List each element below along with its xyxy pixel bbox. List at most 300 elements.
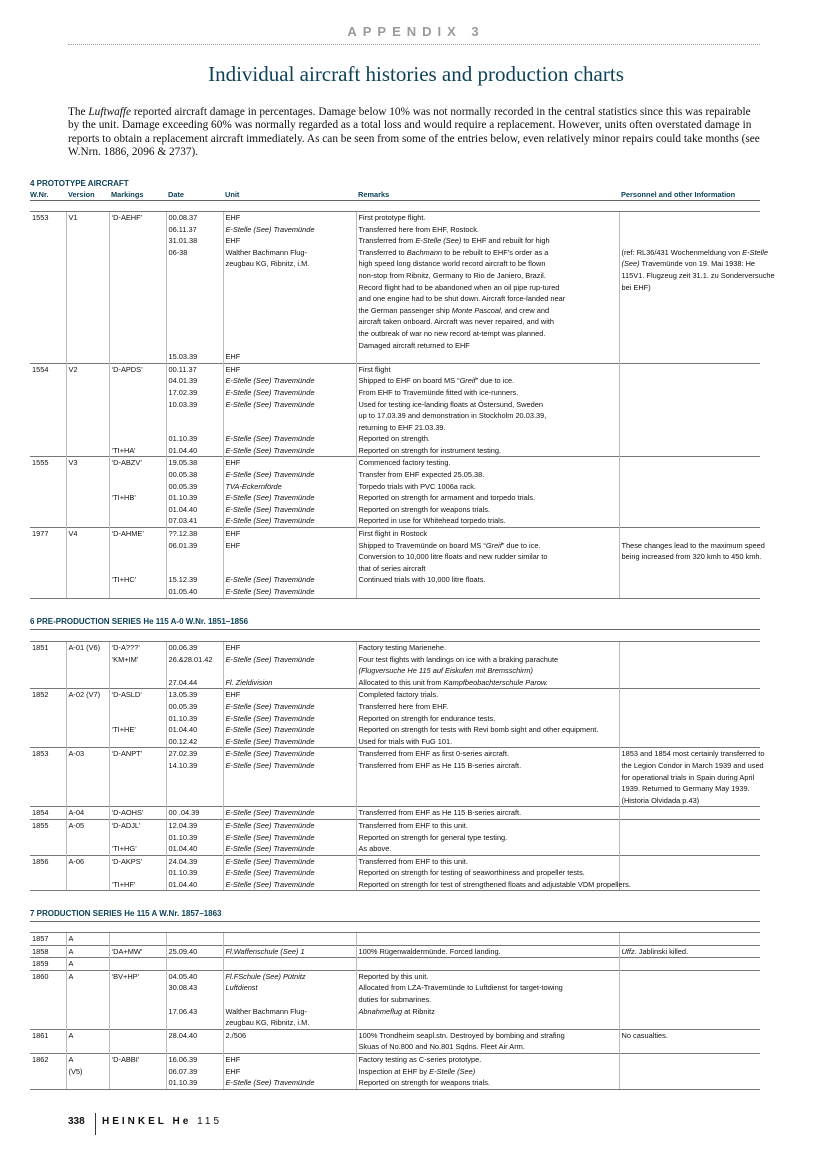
date-cell — [166, 1053, 223, 1089]
cell-line — [32, 843, 66, 855]
cell-line — [112, 586, 166, 598]
cell-line: 1554 — [32, 364, 49, 374]
records-grid — [30, 641, 765, 891]
col-header-unit: Unit — [225, 190, 240, 199]
cell-line — [226, 293, 356, 305]
cell-line: 24.04.39 — [168, 856, 198, 866]
cell-line: 01.04.40 — [168, 445, 198, 455]
cell-line — [69, 422, 109, 434]
cell-line — [359, 1017, 619, 1029]
cell-line: (Flugversuche He 115 auf Eiskufen mit Bremsschirm) — [358, 666, 533, 676]
cell-line: 100% Trondheim seapl.stn. Destroyed by bombing and strafing — [358, 1030, 565, 1040]
cell-line — [69, 867, 109, 879]
cell-line: 00.05.39 — [168, 701, 198, 711]
cell-line: A-05 — [68, 820, 85, 830]
date-cell — [166, 457, 223, 528]
date-cell — [166, 819, 223, 855]
unit-cell — [223, 958, 356, 971]
date-cell — [166, 748, 223, 807]
cell-line — [112, 982, 166, 994]
cell-line — [112, 1017, 166, 1029]
footer-divider — [95, 1113, 96, 1135]
cell-line: E-Stelle (See) Travemünde — [225, 376, 315, 386]
cell-line — [226, 994, 356, 1006]
cell-line: bei EHF) — [621, 282, 651, 292]
wnr-cell — [30, 1053, 66, 1089]
cell-line — [622, 586, 761, 598]
cell-line — [112, 247, 166, 259]
cell-line: (V5) — [68, 1066, 83, 1076]
cell-line: E-Stelle (See) Travemünde — [225, 516, 315, 526]
cell-line — [169, 328, 223, 340]
cell-line — [32, 492, 66, 504]
personnel-cell — [619, 945, 760, 958]
cell-line: ‘D-ASLD’ — [111, 690, 142, 700]
cell-line — [112, 713, 166, 725]
cell-line — [32, 258, 66, 270]
cell-line — [622, 224, 761, 236]
cell-line — [32, 1041, 66, 1053]
table-row — [30, 970, 760, 1029]
cell-line — [169, 551, 223, 563]
cell-line: ‘TI+HB’ — [111, 493, 136, 503]
markings-cell — [109, 363, 166, 457]
remarks-cell — [356, 1029, 619, 1053]
cell-line — [69, 736, 109, 748]
personnel-cell — [619, 958, 760, 971]
cell-line — [69, 410, 109, 422]
cell-line: ‘D-ABZV’ — [111, 458, 142, 468]
cell-line — [69, 654, 109, 666]
remarks-cell — [356, 642, 619, 689]
cell-line: EHF — [225, 690, 241, 700]
cell-line — [622, 212, 761, 224]
cell-line: E-Stelle (See) Travemünde — [225, 868, 315, 878]
cell-line — [169, 1017, 223, 1029]
cell-line — [622, 724, 761, 736]
cell-line: From EHF to Travemünde fitted with ice-runners. — [358, 387, 519, 397]
cell-line: Reported on strength for tests with Revi bomb sight and other equipment. — [358, 725, 599, 735]
cell-line — [112, 258, 166, 270]
unit-cell — [223, 689, 356, 748]
cell-line: ‘D-A???’ — [111, 643, 140, 652]
cell-line: 00.08.37 — [168, 213, 198, 222]
cell-line: E-Stelle (See) Travemünde — [225, 879, 315, 889]
cell-line: ‘TI+HF’ — [111, 879, 136, 889]
cell-line: 00.11.37 — [168, 364, 197, 374]
cell-line — [112, 433, 166, 445]
date-cell — [166, 212, 223, 364]
cell-line: and one engine had to be shut down. Aircraft force-landed near — [358, 294, 566, 304]
cell-line: Fl.Waffenschule (See) 1 — [225, 946, 305, 956]
cell-line — [69, 843, 109, 855]
version-cell — [66, 748, 109, 807]
cell-line: A — [68, 959, 74, 969]
version-cell — [66, 970, 109, 1029]
cell-line — [169, 282, 223, 294]
cell-line: Allocated from LZA-Travemünde to Luftdienst for target-towing — [358, 983, 563, 993]
cell-line: Shipped to Travemünde on board MS “Greif” due to ice. — [358, 540, 541, 550]
cell-line: high speed long distance world record aircraft to be flown — [358, 259, 546, 269]
markings-cell — [109, 807, 166, 820]
table-row — [30, 642, 760, 689]
cell-line — [622, 820, 761, 832]
cell-line: Reported on strength for general type testing. — [358, 832, 508, 842]
cell-line: Completed factory trials. — [358, 690, 439, 700]
cell-line — [69, 1077, 109, 1089]
cell-line — [112, 994, 166, 1006]
cell-line: 1862 — [32, 1054, 49, 1064]
cell-line: EHF — [225, 529, 241, 539]
cell-line: TVA-Eckernförde — [225, 481, 282, 491]
cell-line: 26.&28.01.42 — [168, 654, 213, 664]
cell-line: 06-38 — [168, 247, 188, 257]
cell-line: Walther Bachmann Flug- — [225, 247, 307, 257]
cell-line: 00 .04.39 — [168, 808, 200, 818]
cell-line: 01.10.39 — [168, 868, 198, 878]
cell-line: 00.05.38 — [168, 470, 198, 480]
version-cell — [66, 1053, 109, 1089]
cell-line — [32, 795, 66, 807]
cell-line — [69, 235, 109, 247]
markings-cell — [109, 933, 166, 946]
cell-line — [69, 492, 109, 504]
wnr-cell — [30, 748, 66, 807]
dotted-divider — [68, 44, 760, 45]
cell-line: Reported on strength for weapons trials. — [358, 1078, 490, 1088]
section-prototype — [30, 179, 775, 599]
cell-line: E-Stelle (See) Travemünde — [225, 808, 315, 818]
intro-text: Luftwaffe — [88, 106, 132, 118]
cell-line — [622, 736, 761, 748]
remarks-cell — [356, 528, 619, 599]
cell-line — [226, 340, 356, 352]
intro-text: The — [68, 106, 89, 118]
cell-line — [622, 528, 761, 540]
cell-line — [69, 783, 109, 795]
cell-line — [32, 481, 66, 493]
cell-line: 100% Rügenwaldermünde. Forced landing. — [358, 946, 501, 956]
cell-line — [69, 563, 109, 575]
cell-line — [112, 235, 166, 247]
cell-line — [112, 563, 166, 575]
remarks-cell — [356, 970, 619, 1029]
table-row — [30, 933, 760, 946]
intro-text: reported aircraft damage in percentages. Damage below 10% was not normally recorded in the central statistics since this was repairable by the unit. Damage exceeding 60% was normally regarded as a total loss and would require a replacement. However, units often overstated damage in reports to obtain a replacement aircraft immediately. As can be seen from some of the entries below, even relatively minor repairs could take months (see W.Nrn. 1886, 2096 & 2737). — [68, 106, 760, 159]
table-row — [30, 1053, 760, 1089]
cell-line — [32, 1017, 66, 1029]
cell-line: ‘D-ANPT’ — [111, 749, 143, 759]
wnr-cell — [30, 528, 66, 599]
personnel-cell — [619, 689, 760, 748]
cell-line — [69, 665, 109, 677]
table-row — [30, 212, 760, 364]
cell-line — [112, 282, 166, 294]
cell-line: zeugbau KG, Ribnitz, i.M. — [225, 1018, 310, 1028]
cell-line: returning to EHF 21.03.39. — [358, 422, 446, 432]
cell-line: 17.02.39 — [168, 387, 198, 397]
cell-line: Transferred from EHF as first 0-series aircraft. — [358, 749, 509, 759]
cell-line: Transfer from EHF expected 25.05.38. — [358, 470, 485, 480]
cell-line — [622, 351, 761, 363]
cell-line — [169, 340, 223, 352]
cell-line: 30.08.43 — [168, 983, 198, 993]
cell-line — [69, 328, 109, 340]
cell-line — [359, 958, 619, 970]
markings-cell — [109, 945, 166, 958]
cell-line: 2./506 — [225, 1030, 247, 1040]
cell-line — [69, 445, 109, 457]
remarks-cell — [356, 1053, 619, 1089]
cell-line: ‘D-AEHF’ — [111, 213, 143, 222]
remarks-cell — [356, 807, 619, 820]
cell-line: EHF — [225, 540, 241, 550]
cell-line — [32, 867, 66, 879]
cell-line — [69, 515, 109, 527]
cell-line — [226, 551, 356, 563]
cell-line — [359, 933, 619, 945]
personnel-cell — [619, 1053, 760, 1089]
cell-line: ‘TI+HE’ — [111, 725, 136, 735]
markings-cell — [109, 958, 166, 971]
personnel-cell — [619, 1029, 760, 1053]
cell-line — [32, 832, 66, 844]
cell-line — [32, 677, 66, 689]
cell-line — [69, 433, 109, 445]
cell-line: 06.07.39 — [168, 1066, 198, 1076]
unit-cell — [223, 457, 356, 528]
version-cell — [66, 807, 109, 820]
cell-line: These changes lead to the maximum speed — [621, 540, 765, 550]
cell-line — [112, 665, 166, 677]
cell-line — [622, 971, 761, 983]
cell-line: E-Stelle (See) Travemünde — [225, 470, 315, 480]
wnr-cell — [30, 945, 66, 958]
cell-line — [32, 247, 66, 259]
cell-line — [32, 563, 66, 575]
version-cell — [66, 958, 109, 971]
unit-cell — [223, 528, 356, 599]
cell-line — [226, 282, 356, 294]
cell-line: ‘BV+HP’ — [111, 971, 140, 981]
cell-line — [622, 293, 761, 305]
cell-line: 06.11.37 — [168, 224, 197, 234]
cell-line: non-stop from Ribnitz, Germany to Rio de Janiero, Brazil. — [358, 270, 546, 280]
cell-line — [112, 481, 166, 493]
cell-line: Allocated to this unit from Kampfbeobachterschule Parow. — [358, 677, 548, 687]
cell-line: 15.03.39 — [168, 352, 198, 362]
cell-line — [112, 867, 166, 879]
cell-line — [169, 410, 223, 422]
cell-line: E-Stelle (See) Travemünde — [225, 575, 315, 585]
cell-line: the German passenger ship Monte Pascoal, and crew and — [358, 305, 550, 315]
cell-line: (See) Travemünde von 19. Mai 1938: He — [621, 259, 756, 269]
cell-line: 1856 — [32, 856, 49, 866]
cell-line: Transferred here from EHF. — [358, 701, 449, 711]
cell-line — [169, 293, 223, 305]
cell-line — [622, 375, 761, 387]
cell-line: Transferred from E-Stelle (See) to EHF and rebuilt for high — [358, 236, 550, 246]
cell-line — [32, 724, 66, 736]
unit-cell — [223, 1053, 356, 1089]
cell-line — [32, 469, 66, 481]
cell-line — [32, 994, 66, 1006]
cell-line: 1853 and 1854 most certainly transferred to — [621, 749, 765, 759]
table-row — [30, 689, 760, 748]
col-header-date: Date — [168, 190, 185, 199]
cell-line — [622, 689, 761, 701]
records-table — [30, 211, 775, 599]
cell-line: 01.04.40 — [168, 504, 198, 514]
cell-line: 1855 — [32, 820, 49, 830]
wnr-cell — [30, 970, 66, 1029]
cell-line: 01.10.39 — [168, 832, 198, 842]
cell-line: Used for testing ice-landing floats at Östersund, Sweden — [358, 399, 543, 409]
wnr-cell — [30, 212, 66, 364]
cell-line: Reported by this unit. — [358, 971, 429, 981]
cell-line — [112, 736, 166, 748]
markings-cell — [109, 855, 166, 891]
cell-line: 1861 — [32, 1030, 49, 1040]
cell-line — [622, 481, 761, 493]
cell-line — [69, 713, 109, 725]
cell-line — [32, 282, 66, 294]
cell-line: Walther Bachmann Flug- — [225, 1006, 307, 1016]
remarks-cell — [356, 855, 631, 891]
cell-line: First flight in Rostock — [358, 529, 428, 539]
cell-line: Transferred from EHF to this unit. — [358, 820, 468, 830]
wnr-cell — [30, 958, 66, 971]
cell-line: (ref: RL36/431 Wochenmeldung von E-Stelle — [621, 247, 769, 257]
cell-line — [622, 445, 761, 457]
cell-line: E-Stelle (See) Travemünde — [225, 654, 315, 664]
cell-line: Transferred here from EHF, Rostock. — [358, 224, 479, 234]
date-cell — [166, 958, 223, 971]
cell-line — [622, 677, 761, 689]
cell-line — [226, 422, 356, 434]
cell-line — [169, 958, 223, 970]
section-title: 6 PRE-PRODUCTION SERIES He 115 A-0 W.Nr. 1851–1856 — [30, 617, 249, 626]
markings-cell — [109, 819, 166, 855]
remarks-cell — [356, 945, 619, 958]
cell-line: E-Stelle (See) Travemünde — [225, 749, 315, 759]
table-row — [30, 958, 760, 971]
cell-line: aircraft taken onboard. Aircraft was never repaired, and with — [358, 317, 555, 327]
cell-line: 1857 — [32, 934, 49, 943]
cell-line — [32, 879, 66, 891]
cell-line — [112, 1077, 166, 1089]
version-cell — [66, 212, 109, 364]
cell-line: Reported on strength for instrument testing. — [358, 445, 502, 455]
cell-line — [112, 316, 166, 328]
cell-line — [169, 258, 223, 270]
cell-line — [32, 422, 66, 434]
cell-line: 1851 — [32, 643, 49, 652]
remarks-cell — [356, 958, 619, 971]
cell-line: for operational trials in Spain during April — [621, 772, 755, 782]
records-table — [30, 932, 760, 1090]
section-title: 7 PRODUCTION SERIES He 115 A W.Nr. 1857–1863 — [30, 909, 222, 918]
wnr-cell — [30, 807, 66, 820]
cell-line — [69, 1017, 109, 1029]
version-cell — [66, 933, 109, 946]
cell-line: No casualties. — [621, 1030, 668, 1040]
cell-line: Shipped to EHF on board MS “Greif” due to ice. — [358, 376, 515, 386]
cell-line — [32, 399, 66, 411]
cell-line: E-Stelle (See) Travemünde — [225, 713, 315, 723]
personnel-cell — [619, 855, 760, 891]
cell-line — [622, 1006, 761, 1018]
cell-line — [32, 433, 66, 445]
cell-line — [226, 316, 356, 328]
cell-line: Reported on strength for test of strengthened floats and adjustable VDM propellers. — [358, 879, 631, 889]
cell-line — [32, 504, 66, 516]
cell-line — [622, 879, 761, 891]
cell-line: 13.05.39 — [168, 690, 198, 700]
cell-line: EHF — [225, 458, 241, 468]
version-cell — [66, 528, 109, 599]
cell-line: V3 — [68, 458, 78, 468]
cell-line — [69, 504, 109, 516]
cell-line: the Legion Condor in March 1939 and used — [621, 760, 764, 770]
cell-line: 1853 — [32, 749, 49, 759]
cell-line — [69, 305, 109, 317]
cell-line — [69, 224, 109, 236]
cell-line — [32, 654, 66, 666]
markings-cell — [109, 1053, 166, 1089]
cell-line — [112, 795, 166, 807]
cell-line: 1854 — [32, 808, 49, 818]
version-cell — [66, 689, 109, 748]
personnel-cell — [619, 807, 760, 820]
records-grid — [30, 932, 760, 1090]
cell-line: A-04 — [68, 808, 85, 818]
cell-line — [32, 375, 66, 387]
date-cell — [166, 933, 223, 946]
cell-line: Used for trials with FuG 101. — [358, 736, 453, 746]
date-cell — [166, 363, 223, 457]
page-number: 338 — [68, 1116, 85, 1127]
cell-line — [112, 783, 166, 795]
cell-line — [32, 351, 66, 363]
cell-line — [226, 958, 356, 970]
cell-line: V4 — [68, 529, 78, 539]
cell-line — [622, 504, 761, 516]
cell-line — [622, 410, 761, 422]
cell-line — [622, 328, 761, 340]
cell-line: Skuas of No.800 and No.801 Sqdns. Fleet Air Arm. — [358, 1042, 525, 1052]
cell-line: Reported on strength for testing of seaworthiness and propeller tests. — [358, 868, 585, 878]
cell-line — [32, 772, 66, 784]
wnr-cell — [30, 689, 66, 748]
version-cell — [66, 1029, 109, 1053]
cell-line — [69, 551, 109, 563]
cell-line — [69, 1006, 109, 1018]
markings-cell — [109, 642, 166, 689]
records-table — [30, 641, 765, 891]
book-title: HEINKEL He 115 — [102, 1116, 223, 1127]
cell-line — [622, 305, 761, 317]
cell-line — [112, 832, 166, 844]
cell-line — [622, 387, 761, 399]
cell-line — [112, 1066, 166, 1078]
personnel-cell — [619, 748, 765, 807]
cell-line — [112, 340, 166, 352]
cell-line: Conversion to 10,000 litre floats and new rudder similar to — [358, 552, 548, 562]
cell-line: 1939. Returned to Germany May 1939. — [621, 784, 750, 794]
cell-line — [169, 783, 223, 795]
unit-cell — [223, 748, 356, 807]
